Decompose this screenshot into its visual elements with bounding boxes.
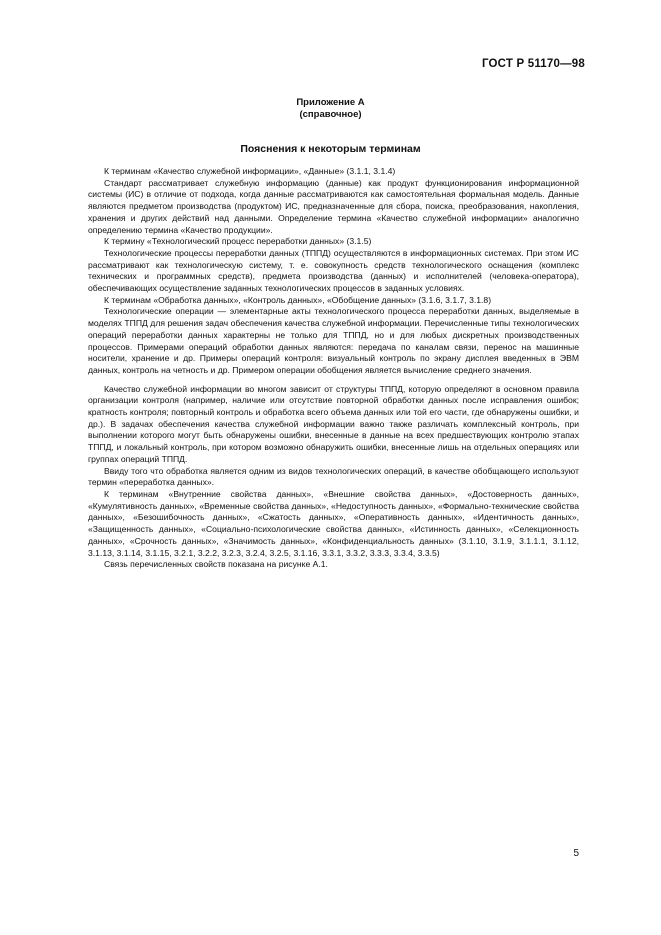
paragraph-terms-properties: К терминам «Внутренние свойства данных», «Внешние свойства данных», «Достоверность данных», «Кумулятивность данных», «Временные свойства данных», «Недоступность данных», «Формально-технические свойства данных», «Безошибочность данных», «Сжатость данных», «Оперативность данных», «Идентичность данных», «Защищенность данных», «Социально-психологические свойства данных», «Истинность данных», «Селекционность данных», «Срочность данных», «Значимость данных», «Конфиденциальность данных» (3.1.10, 3.1.9, 3.1.1.1, 3.1.12, 3.1.13, 3.1.14, 3.1.15, 3.2.1, 3.2.2, 3.2.3, 3.2.4, 3.2.5, 3.1.16, 3.3.1, 3.3.2, 3.3.3, 3.3.4, 3.3.5) <box>88 488 579 558</box>
paragraph: Качество служебной информации во многом зависит от структуры ТППД, которую определяют в основном правила организации контроля (например, наличие или отсутствие повторной обработки данных после исправления ошибок; кратность контроля; повторный контроль и обработка всего объема данных или той его части, где обнаружены ошибки, и др.). В задачах обеспечения качества служебной информации важно также различать комплексный контроль, при выполнении которого могут быть обнаружены ошибки, внесенные в данные на всех предшествующих контролю этапах ТППД, и локальный контроль, при котором возможно обнаружить ошибки, внесенные лишь на отдельных операциях или группах операций ТППД. <box>88 383 579 464</box>
paragraph: Технологические процессы переработки данных (ТППД) осуществляются в информационных системах. При этом ИС рассматривают как технологическую систему, т. е. совокупность средств технологического оснащения (комплекс технических и программных средств), предмета производства (данных) и исполнителей (человека-оператора), обеспечивающих осуществление заданных технологических процессов в заданных условиях. <box>88 247 579 294</box>
page-number: 5 <box>573 848 579 859</box>
annex-heading <box>0 97 661 121</box>
paragraph-terms-process: К термину «Технологический процесс переработки данных» (3.1.5) <box>104 236 372 247</box>
paragraph-terms-quality: К терминам «Качество служебной информации», «Данные» (3.1.1, 3.1.4) <box>104 166 396 176</box>
paragraph: Стандарт рассматривает служебную информацию (данные) как продукт функционирования информационной системы (ИС) в отличие от подхода, когда данные рассматриваются как самостоятельная формальная модель. Данные являются предметом производства (продуктом) ИС, предназначенные для сбора, поиска, преобразования, накопления, хранения и других действий над данными. Определение термина «Качество служебной информации» аналогично определению термина «Качество продукции». <box>88 177 579 235</box>
paragraph: Связь перечисленных свойств показана на рисунке А.1. <box>104 559 328 570</box>
paragraph-terms-processing: К терминам «Обработка данных», «Контроль данных», «Обобщение данных» (3.1.6, 3.1.7, 3.1.8) <box>104 294 492 305</box>
paragraph: Технологические операции — элементарные акты технологического процесса переработки данных, выделяемые в моделях ТППД для решения задач обеспечения качества служебной информации. Перечисленные типы технологических операций переработки данных характерны не только для ТППД, но и для любых дискретных производственных процессов. Примерами операций обработки данных являются: передача по каналам связи, перенос на машинные носители, хранение и др. Примеры операций контроля: визуальный контроль по экрану дисплея введенных в ЭВМ данных, контроль на четность и др. Примером операции обобщения является вычисление среднего значения. <box>88 306 579 375</box>
document-code: ГОСТ Р 51170—98 <box>481 58 585 70</box>
body-text <box>88 166 579 571</box>
annex-title: Приложение А <box>296 97 365 108</box>
annex-subtitle: (справочное) <box>299 109 362 120</box>
section-title: Пояснения к некоторым терминам <box>240 143 421 155</box>
paragraph: Ввиду того что обработка является одним из видов технологических операций, в качестве обобщающего используют термин «переработка данных». <box>88 465 579 488</box>
